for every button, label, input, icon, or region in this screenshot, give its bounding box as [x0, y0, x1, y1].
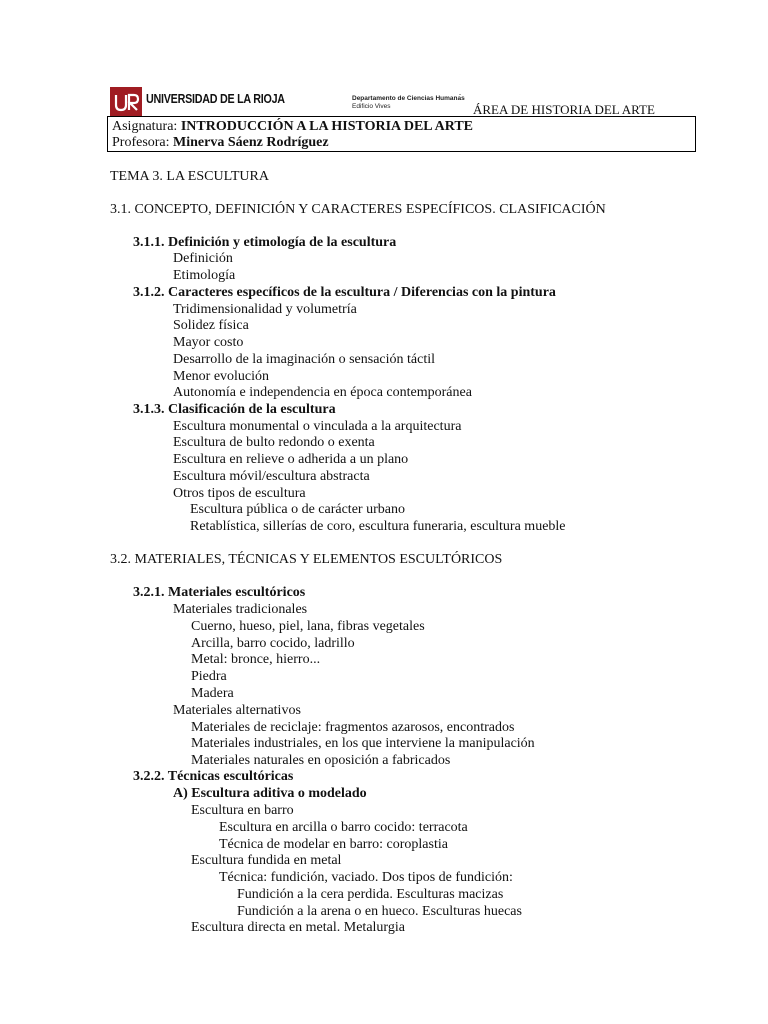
topic-title: TEMA 3. LA ESCULTURA — [110, 169, 269, 184]
outline-item: Mayor costo — [173, 335, 244, 350]
section-heading: 3.2. MATERIALES, TÉCNICAS Y ELEMENTOS ESCULTÓRICOS — [110, 552, 503, 567]
outline-item: Escultura móvil/escultura abstracta — [173, 469, 370, 484]
outline-subitem: Escultura pública o de carácter urbano — [190, 502, 405, 517]
outline-subitem: Técnica de modelar en barro: coroplastia — [219, 837, 448, 852]
outline-item: Menor evolución — [173, 369, 270, 384]
department-name: Departamento de Ciencias Humanas — [352, 95, 465, 102]
subsection-heading: 3.2.1. Materiales escultóricos — [133, 585, 306, 600]
subsection-heading: 3.1.3. Clasificación de la escultura — [133, 402, 336, 417]
outline-item: Otros tipos de escultura — [173, 486, 306, 501]
outline-item: Desarrollo de la imaginación o sensación táctil — [173, 352, 436, 367]
outline-subitem: Materiales industriales, en los que interviene la manipulación — [191, 736, 535, 751]
subsection-heading: 3.1.2. Caracteres específicos de la escultura / Diferencias con la pintura — [133, 285, 556, 300]
outline-subitem: Materiales de reciclaje: fragmentos azarosos, encontrados — [191, 720, 515, 735]
outline-subitem: Cuerno, hueso, piel, lana, fibras vegetales — [191, 619, 425, 634]
course-value: INTRODUCCIÓN A LA HISTORIA DEL ARTE — [180, 119, 473, 134]
course-label: Asignatura: — [112, 119, 181, 134]
outline-subitem: Escultura en arcilla o barro cocido: terracota — [219, 820, 468, 835]
outline-subitem: Retablística, sillerías de coro, escultura funeraria, escultura mueble — [190, 519, 566, 534]
outline-subitem: Piedra — [191, 669, 227, 684]
outline-item: Escultura en barro — [191, 803, 294, 818]
outline-subitem: Arcilla, barro cocido, ladrillo — [191, 636, 355, 651]
outline-item: Autonomía e independencia en época contemporánea — [173, 385, 472, 400]
teacher-row — [112, 135, 691, 151]
outline-item: Escultura de bulto redondo o exenta — [173, 435, 375, 450]
outline-item: Definición — [173, 251, 233, 266]
section-heading: 3.1. CONCEPTO, DEFINICIÓN Y CARACTERES ESPECÍFICOS. CLASIFICACIÓN — [110, 202, 606, 217]
outline-item: Materiales tradicionales — [173, 602, 308, 617]
outline-item: Etimología — [173, 268, 236, 283]
document-header — [110, 86, 698, 116]
outline-subsubitem: Fundición a la cera perdida. Esculturas macizas — [237, 887, 504, 902]
subsection-heading: 3.1.1. Definición y etimología de la escultura — [133, 235, 397, 250]
university-name: UNIVERSIDAD DE LA RIOJA — [146, 92, 285, 106]
outline-item: Solidez física — [173, 318, 249, 333]
header-dot: . — [459, 88, 461, 97]
area-title: ÁREA DE HISTORIA DEL ARTE — [473, 102, 655, 117]
course-row — [112, 119, 691, 135]
outline-item: Escultura en relieve o adherida a un plano — [173, 452, 409, 467]
outline-item: Escultura directa en metal. Metalurgia — [191, 920, 405, 935]
technique-heading: A) Escultura aditiva o modelado — [173, 786, 367, 801]
department-info — [352, 95, 465, 110]
outline-subitem: Madera — [191, 686, 234, 701]
outline-subsubitem: Fundición a la arena o en hueco. Esculturas huecas — [237, 904, 522, 919]
subsection-heading: 3.2.2. Técnicas escultóricas — [133, 769, 294, 784]
outline-subitem: Metal: bronce, hierro... — [191, 652, 321, 667]
university-logo-icon — [110, 87, 142, 117]
subject-box — [107, 116, 696, 152]
outline-item: Tridimensionalidad y volumetría — [173, 302, 357, 317]
teacher-label: Profesora: — [112, 135, 174, 150]
outline-item: Materiales alternativos — [173, 703, 301, 718]
outline-item: Escultura fundida en metal — [191, 853, 342, 868]
outline-item: Escultura monumental o vinculada a la arquitectura — [173, 419, 462, 434]
building-name: Edificio Vives — [352, 102, 391, 110]
teacher-value: Minerva Sáenz Rodríguez — [173, 135, 329, 150]
outline-subitem: Materiales naturales en oposición a fabricados — [191, 753, 451, 768]
outline-subitem: Técnica: fundición, vaciado. Dos tipos de fundición: — [219, 870, 513, 885]
